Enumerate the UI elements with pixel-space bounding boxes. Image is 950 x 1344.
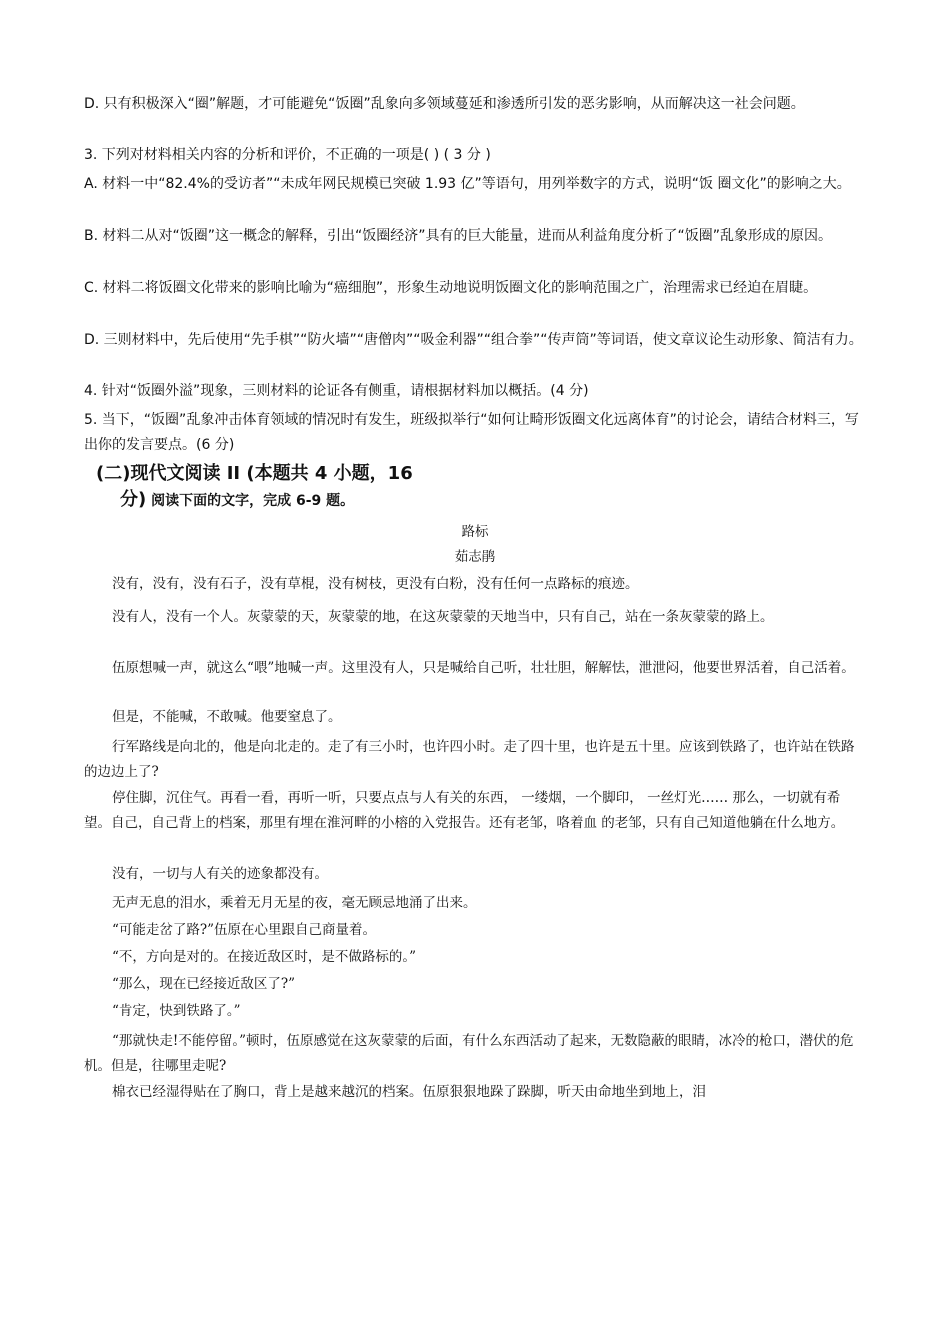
- q2-option-d: D. 只有积极深入“圈”解题，才可能避免“饭圈”乱象向多领域蔓延和渗透所引发的恶劣影响，从而解决这一社会问题。: [84, 96, 805, 112]
- story-paragraph: 无声无息的泪水，乘着无月无星的夜，毫无顾忌地涌了出来。: [112, 895, 477, 911]
- story-paragraph: 棉衣已经湿得贴在了胸口，背上是越来越沉的档案。伍原狠狠地跺了跺脚，听天由命地坐到地上，泪: [112, 1084, 706, 1100]
- story-paragraph: “可能走岔了路?”伍原在心里跟自己商量着。: [112, 922, 377, 938]
- story-title: 路标: [461, 524, 489, 540]
- q3-option-b: B. 材料二从对“饭圈”这一概念的解释，引出“饭圈经济”具有的巨大能量，进而从利益角度分析了“饭圈”乱象形成的原因。: [84, 228, 833, 244]
- section-heading-score: 分): [120, 489, 147, 510]
- q3-stem: 3. 下列对材料相关内容的分析和评价，不正确的一项是( ) ( 3 分 ): [84, 147, 491, 163]
- q3-option-a: A. 材料一中“82.4%的受访者”“未成年网民规模已突破 1.93 亿”等语句，用列举数字的方式，说明“饭 圈文化”的影响之大。: [84, 176, 851, 192]
- q3-option-d: D. 三则材料中，先后使用“先手棋”“防火墙”“唐僧肉”“吸金利器”“组合拳”“传声筒”等词语，使文章议论生动形象、简洁有力。: [84, 332, 863, 348]
- story-paragraph: 没有，没有，没有石子，没有草棍，没有树枝，更没有白粉，没有任何一点路标的痕迹。: [112, 576, 639, 592]
- story-paragraph: 但是，不能喊，不敢喊。他要窒息了。: [112, 709, 342, 725]
- story-paragraph: 伍原想喊一声，就这么“喂”地喊一声。这里没有人，只是喊给自己听，壮壮胆，解解怯，泄泄闷，他要世界活着，自己活着。: [112, 660, 855, 676]
- story-paragraph: 没有人，没有一个人。灰蒙蒙的天，灰蒙蒙的地，在这灰蒙蒙的天地当中，只有自己，站在一条灰蒙蒙的路上。: [112, 609, 774, 625]
- section-instruction-text: 阅读下面的文字，完成 6-9 题。: [146, 493, 355, 509]
- story-paragraph: “不，方向是对的。在接近敌区时，是不做路标的。”: [112, 949, 417, 965]
- story-paragraph: “肯定，快到铁路了。”: [112, 1003, 241, 1019]
- story-paragraph: 没有，一切与人有关的迹象都没有。: [112, 866, 328, 882]
- story-paragraph: “那就快走!不能停留。”顿时，伍原感觉在这灰蒙蒙的后面，有什么东西活动了起来，无数隐蔽的眼睛，冰冷的枪口，潜伏的危机。但是，往哪里走呢?: [84, 1033, 854, 1074]
- story-paragraph: “那么，现在已经接近敌区了?”: [112, 976, 296, 992]
- story-paragraph: 行军路线是向北的，他是向北走的。走了有三小时，也许四小时。走了四十里，也许是五十里。应该到铁路了，也许站在铁路的边边上了?: [84, 739, 855, 780]
- story-paragraph: 停住脚，沉住气。再看一看，再听一听，只要点点与人有关的东西， 一缕烟，一个脚印， 一丝灯光…… 那么，一切就有希望。自己，自己背上的档案，那里有埋在淮河畔的小榕的入党报告。还有老邹，咯着血 的老邹，只有自己知道他躺在什么地方。: [84, 790, 845, 831]
- section-heading: (二)现代文阅读 II (本题共 4 小题，16: [96, 463, 413, 484]
- q5: 5. 当下，“饭圈”乱象冲击体育领域的情况时有发生，班级拟举行“如何让畸形饭圈文化远离体育”的讨论会，请结合材料三，写出你的发言要点。(6 分): [84, 412, 859, 453]
- section-instruction: [120, 487, 354, 514]
- story-author: 茹志鹃: [454, 549, 496, 565]
- q4: 4. 针对“饭圈外溢”现象，三则材料的论证各有侧重，请根据材料加以概括。(4 分): [84, 383, 589, 399]
- q3-option-c: C. 材料二将饭圈文化带来的影响比喻为“癌细胞”，形象生动地说明饭圈文化的影响范围之广，治理需求已经迫在眉睫。: [84, 280, 818, 296]
